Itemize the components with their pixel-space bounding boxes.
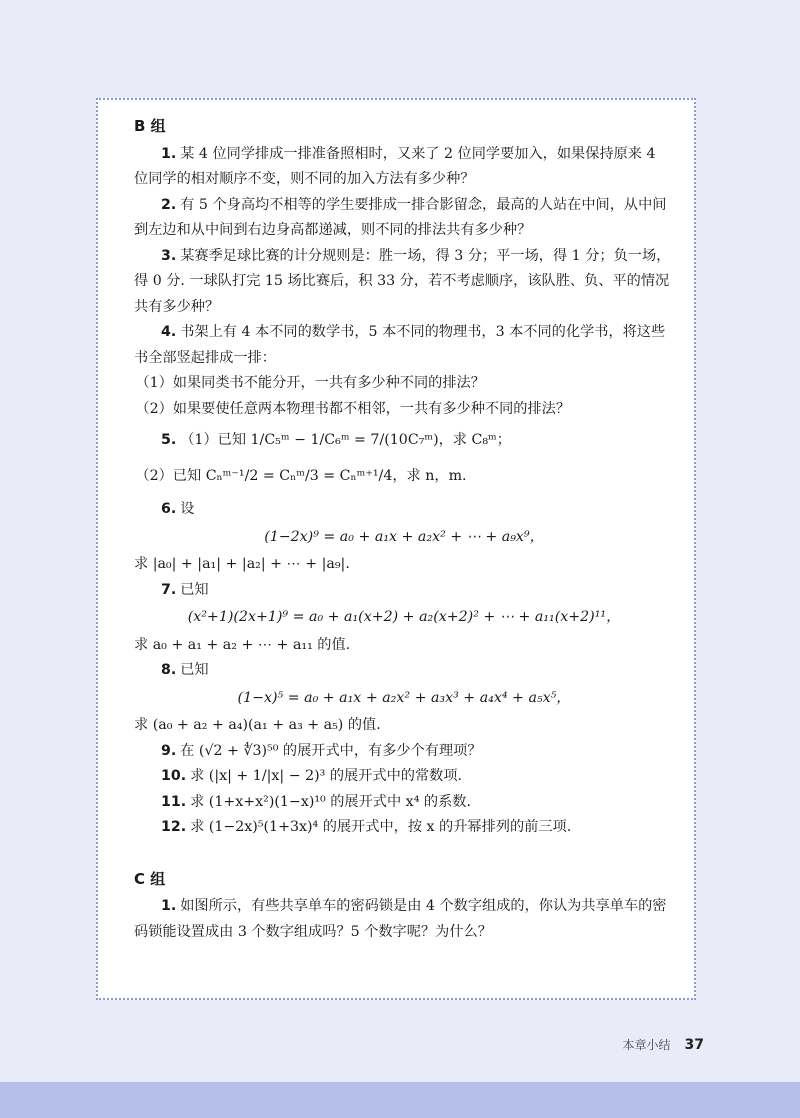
question-b5-part2: （2）已知 Cₙᵐ⁻¹/2 = Cₙᵐ/3 = Cₙᵐ⁺¹/4，求 n，m.: [135, 467, 467, 484]
question-b8-ask: 求 (a₀ + a₂ + a₄)(a₁ + a₃ + a₅) 的值.: [134, 717, 381, 733]
question-b6-ask: 求 |a₀| + |a₁| + |a₂| + ⋯ + |a₉|.: [134, 556, 350, 572]
question-lead: 已知: [180, 581, 209, 598]
question-text: 如图所示，有些共享单车的密码锁是由 4 个数字组成的，你认为共享单车的密码锁能设置成由 3 个数字组成吗？5 个数字呢？为什么？: [134, 898, 667, 940]
question-number: 4.: [160, 324, 177, 340]
question-number: 9.: [160, 742, 177, 759]
question-text: 求 (1+x+x²)(1−x)¹⁰ 的展开式中 x⁴ 的系数.: [190, 793, 471, 810]
exercise-content: [134, 114, 674, 945]
question-text: 在 (√2 + ∜3)⁵⁰ 的展开式中，有多少个有理项？: [180, 742, 482, 759]
question-text: 书架上有 4 本不同的数学书，5 本不同的物理书，3 本不同的化学书，将这些书全部竖起排成一排：: [134, 324, 666, 366]
question-number: 5.: [160, 432, 177, 448]
question-b4: [134, 320, 674, 371]
question-b10: [134, 764, 674, 790]
question-number: 7.: [160, 581, 177, 598]
question-b8: [134, 658, 674, 684]
question-number: 12.: [160, 819, 187, 835]
exercise-box: [96, 98, 696, 1000]
question-b11: [134, 790, 674, 816]
question-b2: [134, 193, 674, 244]
group-b-title: B 组: [134, 117, 166, 135]
question-number: 1.: [160, 145, 177, 162]
question-number: 10.: [160, 768, 187, 784]
question-text: 某 4 位同学排成一排准备照相时，又来了 2 位同学要加入，如果保持原来 4 位同学的相对顺序不变，则不同的加入方法有多少种？: [134, 145, 656, 187]
question-text: 有 5 个身高均不相等的学生要排成一排合影留念，最高的人站在中间，从中间到左边和从中间到右边身高都递减，则不同的排法共有多少种？: [134, 196, 667, 238]
question-number: 6.: [160, 501, 177, 517]
question-b12: [134, 815, 674, 841]
question-b9: [134, 739, 674, 765]
group-c-title: C 组: [134, 869, 166, 888]
question-text: 某赛季足球比赛的计分规则是：胜一场，得 3 分；平一场，得 1 分；负一场，得 0 分. 一球队打完 15 场比赛后，积 33 分，若不考虑顺序，该队胜、负、平的情况共有多少种？: [134, 247, 671, 315]
question-number: 11.: [160, 793, 187, 810]
page-footer: [623, 1036, 705, 1053]
section-gap: [134, 841, 674, 867]
question-b6: [134, 497, 674, 523]
question-number: 1.: [160, 898, 177, 914]
question-b3: [134, 244, 674, 321]
question-text: 求 (|x| + 1/|x| − 2)³ 的展开式中的常数项.: [190, 768, 463, 784]
question-b4-sub1: （1）如果同类书不能分开，一共有多少种不同的排法？: [135, 375, 485, 391]
page-number: 37: [684, 1037, 704, 1053]
question-lead: 设: [180, 501, 195, 517]
equation-b6: (1−2x)⁹ = a₀ + a₁x + a₂x² + ⋯ + a₉x⁹，: [264, 528, 544, 545]
question-lead: 已知: [180, 662, 209, 678]
section-label: 本章小结: [622, 1038, 671, 1052]
question-number: 8.: [160, 662, 177, 678]
question-b7: [134, 578, 674, 604]
question-b5: [134, 428, 674, 454]
bottom-band: [0, 1082, 800, 1118]
question-c1: [134, 894, 674, 945]
question-text: （1）已知 1/C₅ᵐ − 1/C₆ᵐ = 7/(10C₇ᵐ)，求 C₈ᵐ；: [180, 432, 511, 448]
question-number: 2.: [160, 196, 177, 213]
question-b4-sub2: （2）如果要使任意两本物理书都不相邻，一共有多少种不同的排法？: [135, 400, 571, 417]
question-b1: [134, 142, 674, 193]
equation-b8: (1−x)⁵ = a₀ + a₁x + a₂x² + a₃x³ + a₄x⁴ + a₅x⁵，: [237, 689, 571, 706]
equation-b7: (x²+1)(2x+1)⁹ = a₀ + a₁(x+2) + a₂(x+2)² + ⋯ + a₁₁(x+2)¹¹，: [187, 609, 621, 625]
question-b7-ask: 求 a₀ + a₁ + a₂ + ⋯ + a₁₁ 的值.: [134, 636, 351, 653]
question-number: 3.: [160, 247, 177, 264]
question-text: 求 (1−2x)⁵(1+3x)⁴ 的展开式中，按 x 的升幂排列的前三项.: [190, 819, 572, 835]
